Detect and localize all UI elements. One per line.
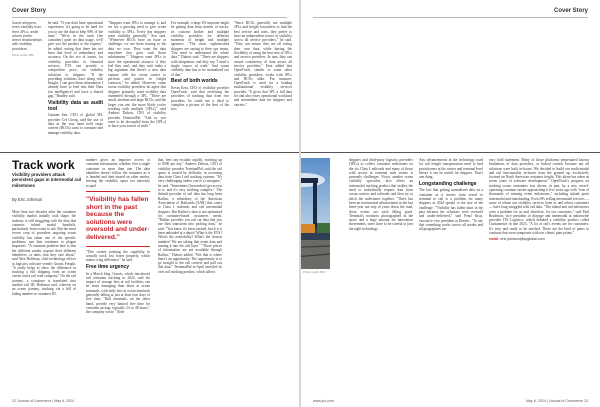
author-email-line — [489, 237, 589, 241]
pull-quote: "Visibility has fallen short in the past because the solutions were oversold and under-delivered." — [86, 196, 150, 242]
email-label: email: — [489, 236, 500, 241]
headline: Track work — [12, 158, 75, 172]
rail-yard-photo-image — [301, 158, 330, 269]
photo-caption-sidebar — [12, 21, 42, 57]
right-lower-column-3 — [489, 158, 589, 243]
photo-credit: Photo credit: ABC — [303, 270, 326, 274]
header-rule-left — [12, 17, 287, 18]
story-divider-right — [301, 152, 600, 153]
subhead-longstanding-challenge: Longstanding challenge — [419, 180, 477, 187]
paragraph: shippers and third-party logistics providers (3PLs) to collect container milestones on the six Class I railroads and many of those with access at terminal mile stones is presently challenges. Victor, another ocean visibility specialist, also offers an intermodal tracking product that tackles the need to individually request data from ocean carriers and railroads and then try to stitch the milestones together. "There has been an incremental advancement in the last three-year not step of years down the road, those events are each filling good. Terminal's monitors photographed in the space and a huge amount for innovation movements, users have to be careful to join the right technology. — [349, 158, 413, 231]
paragraph: he said. "If you don't have operational experience, it's going to be hard for you to use the data to help 90% of the time." "We're in the track [the container] quiet on data usage, we'll give you the product to the experts," he added, noting that there has not been that level of redundancy and accuracy. On the eco of issues, for visibility providers to financial services, FTS can provide a competitive price, on visibility solutions to shippers. "If the providing solutions have along with Insight, I can give them information I already have to feed into their Data (on intelligence) and have a shared gap," Bradley said. — [48, 21, 103, 99]
left-page — [0, 0, 299, 407]
footer-right: May 6, 2024 | Journal of Commerce 13 — [525, 399, 588, 403]
paragraph: vary bold statement. Many of those platforms perpetuated known limitations of data providers, or lacked context because not all solutions were built in-house. We decided to build our multi-modal and rail functionality in-house from the ground up, exclusively focused on North American container freight. This alone has taken us seven years of software development." OpenTrack's progress on tracking ocean containers was driven, in part, by a new vessel-operating common carrier approaching it five years ago with "tens of thousands of missing event milestones," including inland point intermodal and transloading. Even SPs selling intermodal services — some of whom use visibility services from us and others customers — have long struggled with rail data. "The inland and rail milestones were a problem for us and, therefore, for our customers," said Paul Bradshaw, vice president of drayage and intermodal at nationwide provider ITS Logistics, which debuted a visibility product called Containerize in late 2023. "A lot of rail's events are for customers. It's easy and ready to be reached. These are the kind of pains to continue that were symptoms with our clients' pain points." — [489, 158, 589, 236]
paragraph: number gives an importer access to container information, whether it be a single container or more than one. The data identifier doesn't follow the container as it is handed and then turned on other modes, leaving the visibility space too narrowly scoped. — [86, 158, 150, 188]
pull-quote-rule-bottom — [86, 246, 150, 247]
subhead-best-of-both-worlds: Best of both worlds — [171, 78, 218, 85]
author-email-link[interactable]: eric.johnson@spglobal.com — [500, 236, 545, 241]
story-divider-left — [0, 152, 299, 153]
paragraph: Kevin Ezra, CEO of visibility provider OpenTrack, said that reviewing the providers of tracking data from two providers, he could use a third to complete a picture of the best of the two. — [171, 85, 229, 112]
footer-url[interactable]: www.joc.com — [313, 399, 334, 403]
pull-quote-rule-top — [86, 191, 150, 192]
lower-column-3 — [158, 158, 222, 276]
upper-column-3 — [171, 21, 229, 113]
photo-caption-credit: Photo credit: ABC — [12, 53, 35, 58]
paragraph: The fact that getting normalized data on a container as it moves from vessel to terminal to rail is a problem for many shippers in 2024 speaks to the size of the challenge. "Visibility has fallen short in the past because the solutions were oversold and under-delivered," said Pearl Kisst, executive vice president at Dezeric. "To say that something works across all modes and all geographies too — [419, 188, 483, 232]
upper-column-2 — [108, 21, 166, 130]
lower-column-1 — [12, 210, 76, 297]
lower-column-2 — [86, 158, 150, 316]
right-lower-column-2 — [419, 158, 483, 233]
right-page — [301, 0, 600, 407]
deck: Visibility providers attack persistent gaps in intermodal rail milestones — [12, 172, 82, 188]
paragraph: "Since BCOs generally use multiple 3PLs and freight forwarders to find the best service and rates, they prefer to have an independent source of visibility across all service providers," he said. "They can ensure they are all seeing their own data, while having the flexibility of using the best mix of 3PLs and service providers. In turn, they can ensure consistency of data across all service providers." Ezra added that OpenTrack, similar to some other visibility providers, works with 3PLs and BCOs alike. For instance, OpenTrack is used for a leading multinational visibility services provider. "It gives that 3PL a full data set and also eases operational workload and streamlines data for shippers and carriers." — [234, 21, 292, 107]
upper-column-4 — [234, 21, 292, 108]
paragraph: In a March blog, Gnosis, which introduced rail container tracking in 2022, said the impact of storage fees at rail facilities can be more damaging than those at ocean terminals, with daily fees in ocean terminals generally falling at just at least four days of free time. "Rail terminals, on the other hand, provide very limited free time for container pickup, typically 24 or 48 hours," the company wrote. "After — [86, 271, 150, 315]
photo-caption-text: Some shippers, even visibility from their 3PLs, while others prefer direct relationships with visibility providers. — [12, 21, 42, 51]
paragraph: For example, a large US importer might be getting data from dozens of trucks, its customs broker and multiple visibility providers for different moments of freight and multiple agencies. "The most sophisticated shippers are saying to their ops teams, 'You need to understand the whole data,'" Dubois said. "There are shippers with integration, and they say, 'I need a single source of truth.' And ocean visibility data has to be normalized out of that." — [171, 21, 229, 77]
rail-yard-photo — [301, 158, 330, 269]
section-label-left: Cover Story — [12, 8, 47, 14]
subhead-visibility-audit: Visibility data as audit tool — [48, 99, 103, 112]
paragraph: that, fees can escalate rapidly, reaching up to $500 per day." Andrew Dubois, CEO of visibility provider TerminalPal, said the rail space is caused by difficulty in accessing data from Class I rail tracking systems. "It's very challenging unless you're a consignee," he said. "Sometimes [forwarders] get access to it, and it's very tracking complex." The default provider of rail data has long been Railinc, a subsidiary of the American Association of Railroads (AAR) that caters to Class I railroads and rail intermodal shippers. But Railinc's data is not optimized for container-based customers needs. "Railinc provides you rail car data that you use then transform into picking data," he said. "You know it's been tracked, but it is it been unloaded at a depot? What is the ETA? What's the availability? What's the chassis number? We are taking that event data and turning it into the rail layer." "Those pieces of information are not available through Railinc," Dubois added. "Not that is where there's an opportunity. The opportunity is to go straight to the rail carriers and pull out that data." TerminalPal in April unveiled its own rail tracking product, which allows — [158, 158, 222, 274]
right-lower-column-1 — [349, 158, 413, 233]
paragraph: Any advancements in the technology used for rail freight transportation need to find practitioners at the carrier and terminal level before it can be useful for shippers. That's one thing. — [419, 158, 483, 180]
paragraph: "Shippers want 3PLs to manage it, and we see a growing need to give ocean visibility to 3PLs. Every day shippers want visibility generally," Sen said. "Whenever BCOs have an issue or challenge, we see them turning to the data we own. They want the data anywhere that goes with those subdomains." "Shippers want 3PLs to store the operational resource if they feel they can't, and they can't make a big argument that there's a new data capture with the ocean carrier to perform and parties in freight contracts," he added. However, some ocean visibility providers do agree that shippers primarily want visibility data channeled through a 3PL. "There are small, medium and large BCOs, and the larger you are, the more likely you're working with multiple [3PLs]," said Andrew Dubois, CEO of visibility provider TerminalPal. "And so, you want to be decoupled from the [3PLs] to have your source of truth." — [108, 21, 166, 129]
upper-column-1 — [48, 21, 103, 136]
paragraph: More than two decades after the container visibility market initially took shape, the industry is still struggling with the data that connects inland modal handoffs, particularly from ocean to rail. But the most recent crop of providers targeting ocean visibility has taken one of the specific problems, one that continues to plague importers. "A common problem here is that the different modes acquire their different identifiers, or units, that they care about," said Alex Hoffman, chief technology officer at logistics software vendor Gnosis Freight. "It really helps to show the difference in tracking a full shipping from an ocean carrier and a rail road company." On the rail journey, a container is translated into another rail ID, Hoffman said, whereas on an ocean journey, tracking via a bill of lading number or container ID. — [12, 210, 76, 296]
byline: By Eric Johnson — [12, 197, 43, 202]
section-label-right: Cover Story — [553, 8, 588, 14]
subhead-free-time-urgency: Free time urgency — [86, 264, 130, 271]
paragraph: Gautam Sen, CEO of global 3PL provider Cel Group, said the use of data in the way hand held cargo owners (BCOs) want to consume and manage visibility data. — [48, 113, 103, 135]
paragraph: "This creates tracking the capability to actually track lost boxes properly, which makes a big difference," he said. — [86, 249, 150, 263]
header-rule-right — [313, 17, 588, 18]
footer-left: 12 Journal of Commerce | May 6, 2024 — [12, 399, 75, 403]
